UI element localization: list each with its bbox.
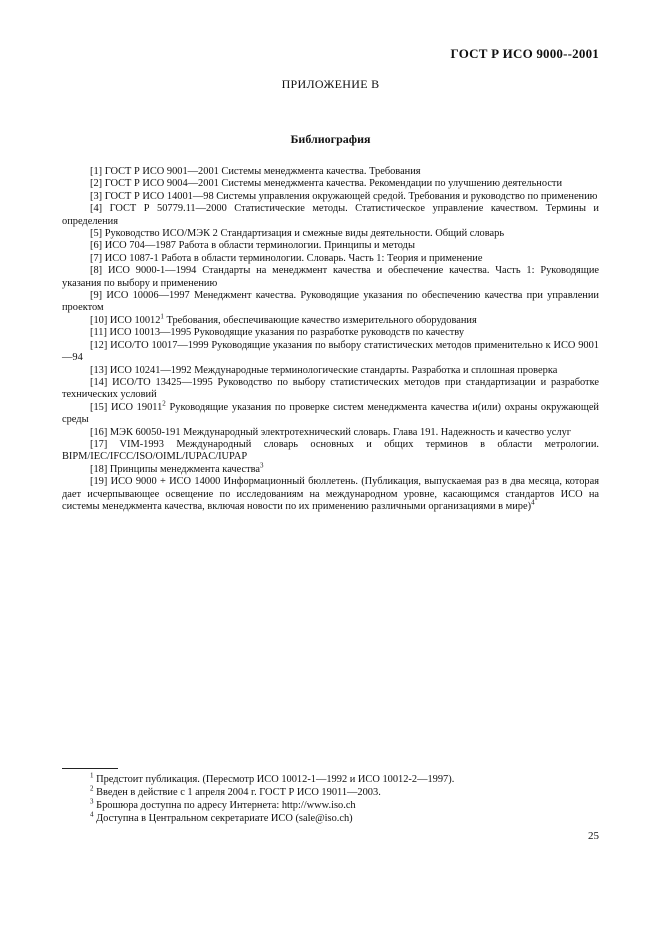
reference-item: [8] ИСО 9000-1—1994 Стандарты на менеджмент качества и обеспечение качества. Часть 1: Руководящие указания по выбору и применению xyxy=(62,265,599,289)
reference-item: [6] ИСО 704—1987 Работа в области терминологии. Принципы и методы xyxy=(90,240,415,252)
footnote-mark: 1 xyxy=(160,312,164,321)
footnote-mark: 3 xyxy=(90,797,94,806)
reference-text: Руководящие указания по проверке систем менеджмента качества и(или) охраны окружающей среды xyxy=(62,401,599,426)
appendix-title: ПРИЛОЖЕНИЕ В xyxy=(281,77,380,91)
reference-item: [2] ГОСТ Р ИСО 9004—2001 Системы менеджмента качества. Рекомендации по улучшению деятельности xyxy=(90,178,563,190)
reference-text: Требования, обеспечивающие качество измерительного оборудования xyxy=(163,314,477,326)
footnote-text: Брошюра доступна по адресу Интернета: http://www.iso.ch xyxy=(93,800,356,811)
document-code: ГОСТ Р ИСО 9000--2001 xyxy=(450,46,599,61)
reference-text: [15] ИСО 19011 xyxy=(90,401,163,413)
footnote-mark: 2 xyxy=(90,784,94,793)
footnote-item xyxy=(62,773,599,786)
bibliography-list xyxy=(62,166,599,513)
reference-item: [13] ИСО 10241—1992 Международные терминологические стандарты. Разработка и сплошная проверка xyxy=(90,364,558,376)
reference-item xyxy=(62,312,599,327)
reference-text: [19] ИСО 9000 + ИСО 14000 Информационный бюллетень. (Публикация, выпускаемая раз в два месяца, которая дает исчерпывающее освещение по исследованиям на международном уровне, касающимся стандартов ИСО на системы менеджмента качества, включая новости по их применению различными организациями в мире) xyxy=(62,476,599,512)
footnote-text: Доступна в Центральном секретариате ИСО (sale@iso.ch) xyxy=(93,813,353,824)
reference-item: [11] ИСО 10013—1995 Руководящие указания по разработке руководств по качеству xyxy=(90,327,465,339)
reference-item: [4] ГОСТ Р 50779.11—2000 Статистические методы. Статистическое управление качеством. Термины и определения xyxy=(62,203,599,227)
reference-item xyxy=(62,476,599,513)
footnote-mark: 2 xyxy=(162,399,166,408)
reference-item: [3] ГОСТ Р ИСО 14001—98 Системы управления окружающей средой. Требования и руководство по применению xyxy=(90,190,598,202)
footnote-text: Введен в действие с 1 апреля 2004 г. ГОСТ Р ИСО 19011—2003. xyxy=(93,787,381,798)
footnote-item xyxy=(62,812,599,825)
reference-item: [9] ИСО 10006—1997 Менеджмент качества. Руководящие указания по обеспечению качества при управлении проектом xyxy=(62,290,599,314)
reference-item: [17] VIM-1993 Международный словарь основных и общих терминов в области метрологии. BIPM/IEC/IFCC/ISO/OIML/IUPAC/IUPAP xyxy=(62,438,599,463)
footnote-text: Предстоит публикация. (Пересмотр ИСО 10012-1—1992 и ИСО 10012-2—1997). xyxy=(93,774,455,785)
reference-item: [12] ИСО/ТО 10017—1999 Руководящие указания по выбору статистических методов применительно к ИСО 9001—94 xyxy=(62,339,599,364)
footnotes xyxy=(62,773,599,825)
reference-text: [10] ИСО 10012 xyxy=(90,314,161,326)
page-number: 25 xyxy=(588,830,599,842)
reference-item: [14] ИСО/ТО 13425—1995 Руководство по выбору статистических методов при стандартизации и разработке технических условий xyxy=(62,376,599,401)
reference-item: [1] ГОСТ Р ИСО 9001—2001 Системы менеджмента качества. Требования xyxy=(90,166,421,177)
reference-text: [18] Принципы менеджмента качества xyxy=(90,463,261,475)
footnote-item xyxy=(62,786,599,799)
footnote-item xyxy=(62,799,599,812)
reference-item xyxy=(62,461,599,476)
reference-item xyxy=(62,399,599,427)
footnote-mark: 4 xyxy=(531,498,535,507)
reference-item: [16] МЭК 60050-191 Международный электротехнический словарь. Глава 191. Надежность и качество услуг xyxy=(90,426,572,438)
reference-item: [7] ИСО 1087-1 Работа в области терминологии. Словарь. Часть 1: Теория и применение xyxy=(90,252,483,264)
footnote-mark: 1 xyxy=(90,771,94,780)
footnote-mark: 4 xyxy=(90,810,94,819)
footnote-mark: 3 xyxy=(260,461,264,470)
reference-item: [5] Руководство ИСО/МЭК 2 Стандартизация и смежные виды деятельности. Общий словарь xyxy=(90,228,505,240)
footnote-divider xyxy=(62,768,118,769)
section-title: Библиография xyxy=(290,132,371,146)
